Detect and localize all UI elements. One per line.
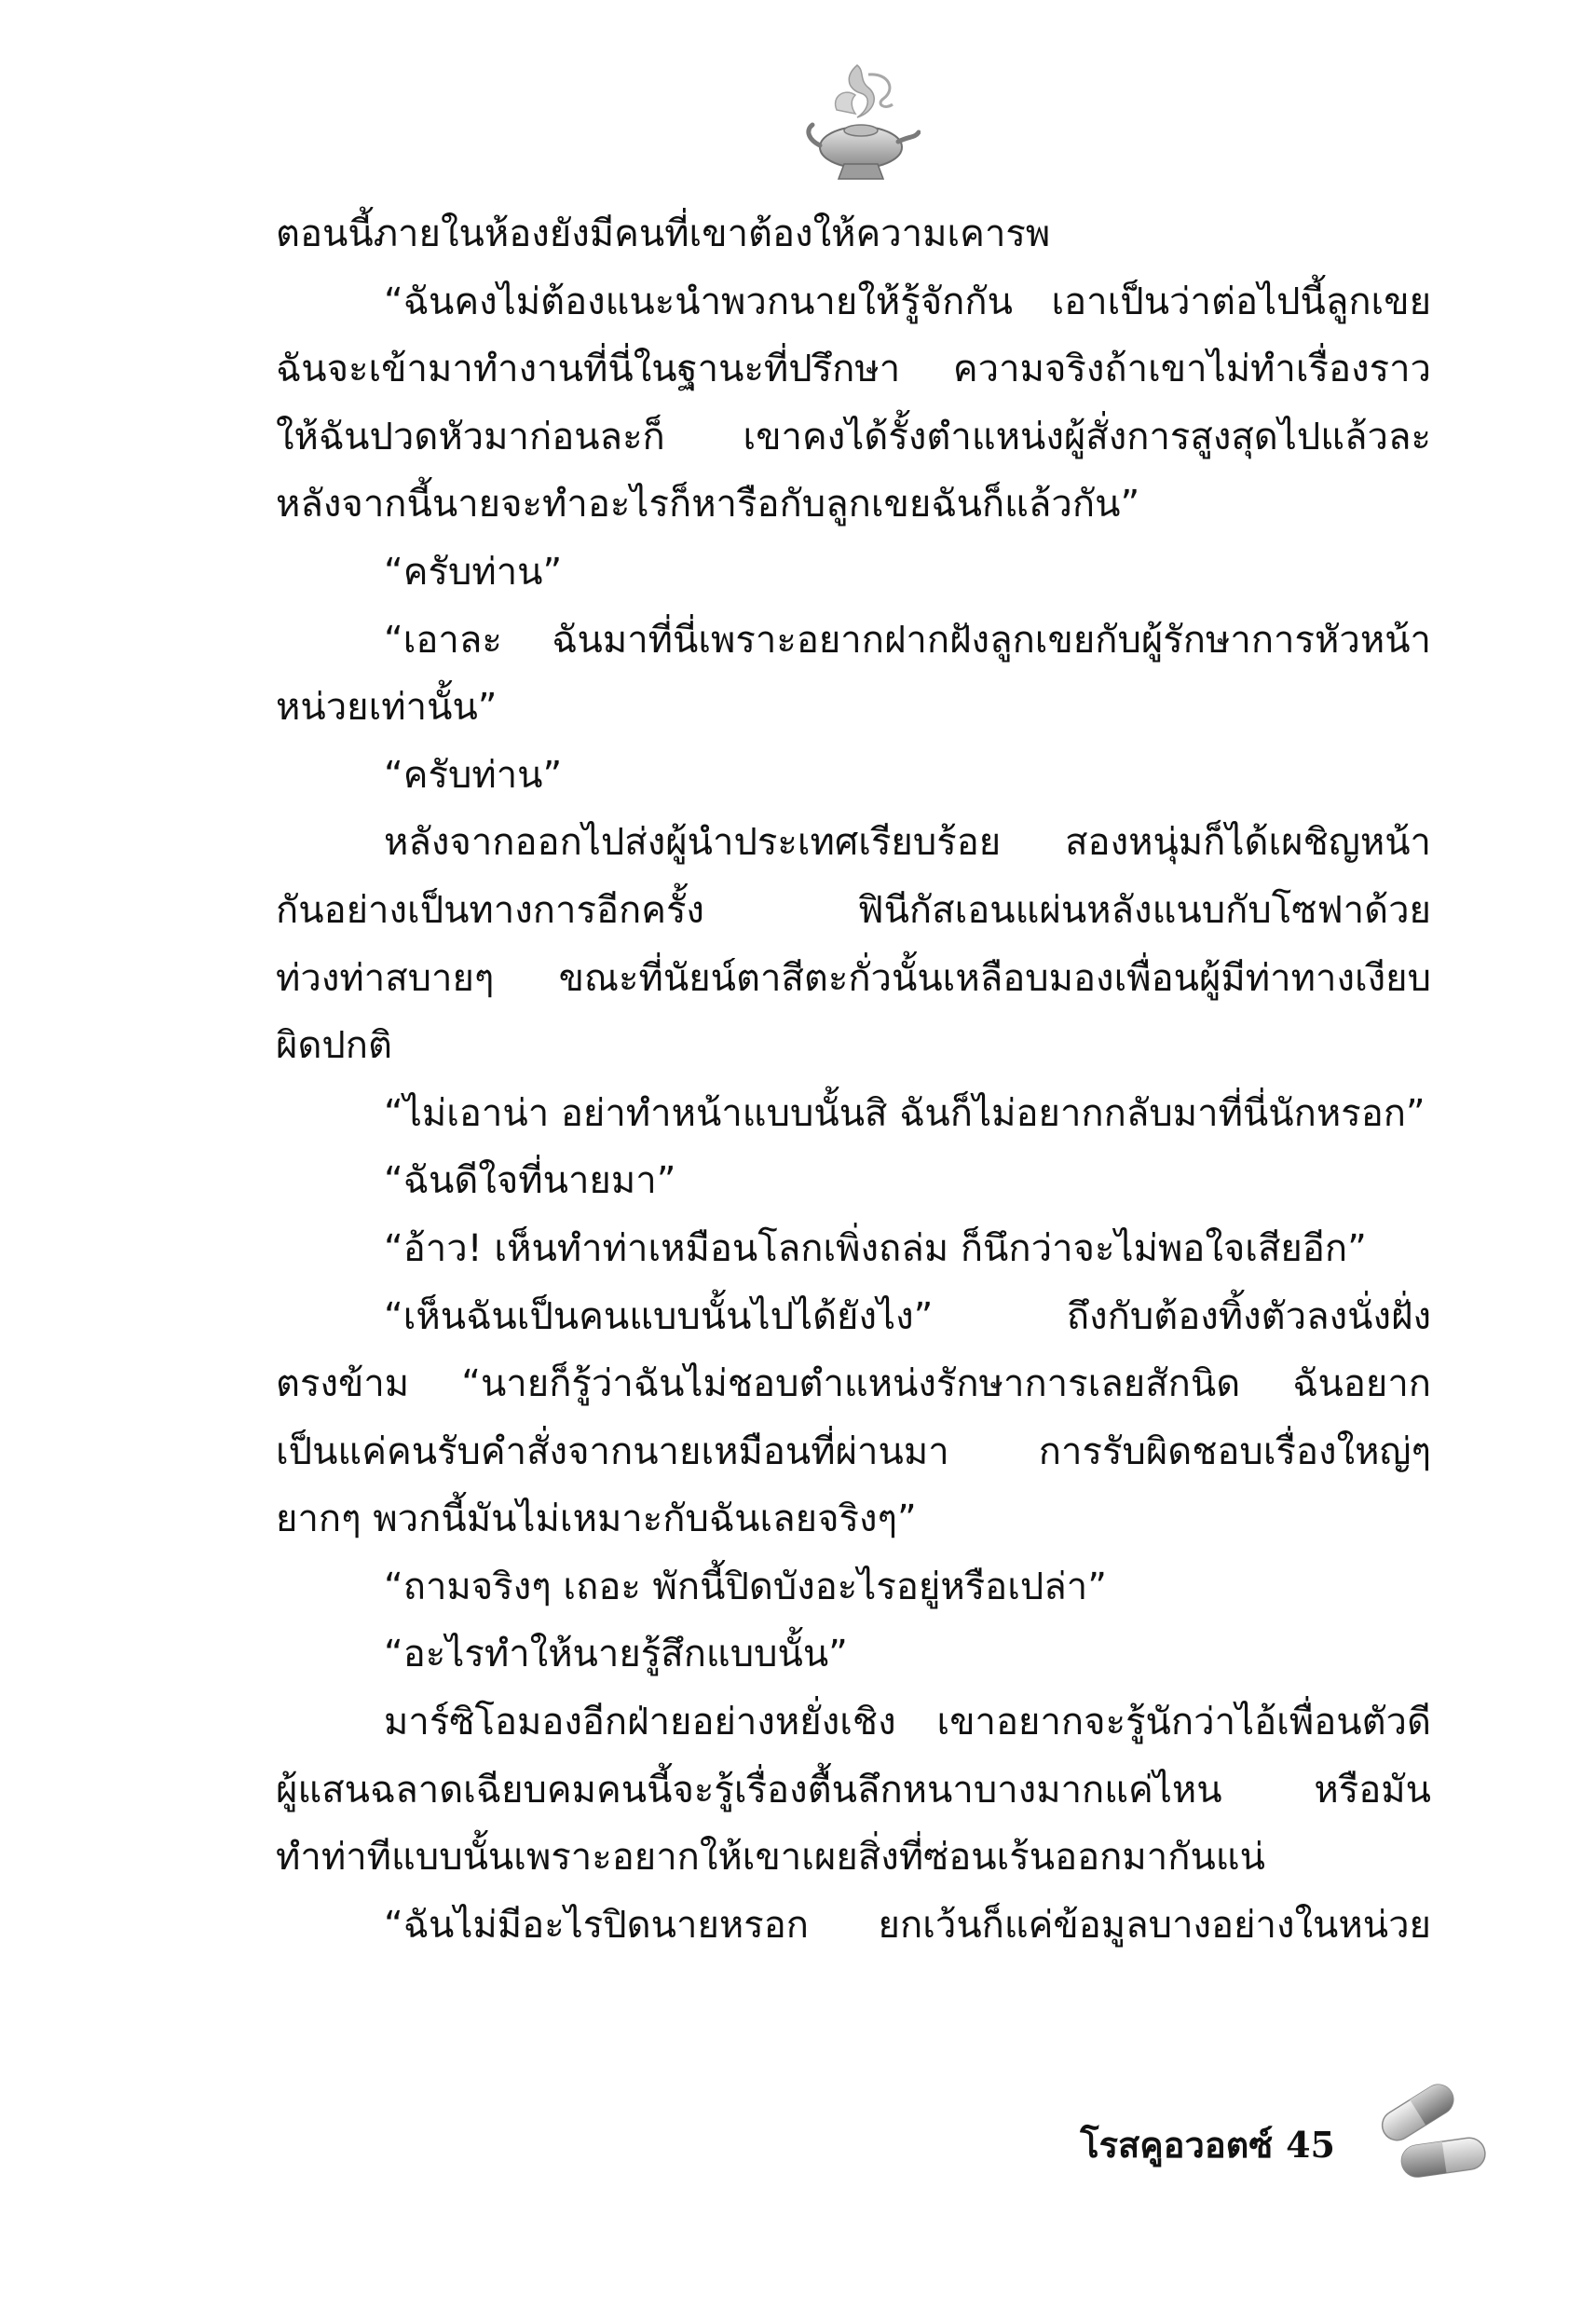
text-line: ทำท่าทีแบบนั้นเพราะอยากให้เขาเผยสิ่งที่ซ่อนเร้นออกมากันแน่ — [276, 1836, 1265, 1880]
text-line: หลังจากนี้นายจะทำอะไรก็หารือกับลูกเขยฉันก็แล้วกัน” — [276, 483, 1140, 526]
text-line: “เอาละ ฉันมาที่นี่เพราะอยากฝากฝังลูกเขยกับผู้รักษาการหัวหน้า — [384, 618, 1431, 662]
book-title: โรสคูอวอตซ์ — [1080, 2123, 1274, 2166]
text-line: ท่วงท่าสบายๆ ขณะที่นัยน์ตาสีตะกั่วนั้นเหลือบมองเพื่อนผู้มีท่าทางเงียบ — [276, 956, 1431, 1000]
text-line: “ถามจริงๆ เถอะ พักนี้ปิดบังอะไรอยู่หรือเปล่า” — [384, 1565, 1107, 1608]
text-line: ให้ฉันปวดหัวมาก่อนละก็ เขาคงได้รั้งตำแหน่งผู้สั่งการสูงสุดไปแล้วละ — [276, 415, 1431, 458]
magic-lamp-icon — [799, 56, 921, 196]
text-line: “ฉันไม่มีอะไรปิดนายหรอก ยกเว้นก็แค่ข้อมูลบางอย่างในหน่วย — [384, 1903, 1431, 1947]
text-line: หลังจากออกไปส่งผู้นำประเทศเรียบร้อย สองหนุ่มก็ได้เผชิญหน้า — [384, 821, 1431, 865]
text-line: ยากๆ พวกนี้มันไม่เหมาะกับฉันเลยจริงๆ” — [276, 1497, 917, 1541]
text-line: ผิดปกติ — [276, 1024, 392, 1068]
capsule-pills-icon — [1360, 2076, 1491, 2188]
page-number: 45 — [1286, 2123, 1335, 2166]
text-line: “ฉันคงไม่ต้องแนะนำพวกนายให้รู้จักกัน เอาเป็นว่าต่อไปนี้ลูกเขย — [384, 280, 1431, 323]
text-line: หน่วยเท่านั้น” — [276, 686, 498, 730]
body-text — [276, 200, 1431, 1959]
text-line: “ฉันดีใจที่นายมา” — [384, 1159, 676, 1203]
text-line: “อะไรทำให้นายรู้สึกแบบนั้น” — [384, 1633, 848, 1676]
text-line: กันอย่างเป็นทางการอีกครั้ง ฟินีกัสเอนแผ่นหลังแนบกับโซฟาด้วย — [276, 888, 1431, 932]
text-line: “อ้าว! เห็นทำท่าเหมือนโลกเพิ่งถล่ม ก็นึกว่าจะไม่พอใจเสียอีก” — [384, 1226, 1367, 1270]
text-line: ตอนนี้ภายในห้องยังมีคนที่เขาต้องให้ความเคารพ — [276, 212, 1051, 255]
text-line: “ครับท่าน” — [384, 550, 563, 594]
text-line: มาร์ซิโอมองอีกฝ่ายอย่างหยั่งเชิง เขาอยากจะรู้นักว่าไอ้เพื่อนตัวดี — [384, 1701, 1431, 1744]
text-line: ฉันจะเข้ามาทำงานที่นี่ในฐานะที่ปรึกษา ความจริงถ้าเขาไม่ทำเรื่องราว — [276, 348, 1431, 391]
page-footer — [1080, 2112, 1335, 2177]
text-line: “ครับท่าน” — [384, 753, 563, 797]
text-line: ตรงข้าม “นายก็รู้ว่าฉันไม่ชอบตำแหน่งรักษาการเลยสักนิด ฉันอยาก — [276, 1362, 1431, 1406]
text-line: “เห็นฉันเป็นคนแบบนั้นไปได้ยังไง” ถึงกับต้องทิ้งตัวลงนั่งฝั่ง — [384, 1294, 1431, 1338]
text-line: ผู้แสนฉลาดเฉียบคมคนนี้จะรู้เรื่องตื้นลึกหนาบางมากแค่ไหน หรือมัน — [276, 1768, 1431, 1812]
text-line: “ไม่เอาน่า อย่าทำหน้าแบบนั้นสิ ฉันก็ไม่อยากกลับมาที่นี่นักหรอก” — [384, 1091, 1425, 1135]
text-line: เป็นแค่คนรับคำสั่งจากนายเหมือนที่ผ่านมา การรับผิดชอบเรื่องใหญ่ๆ — [276, 1429, 1431, 1473]
